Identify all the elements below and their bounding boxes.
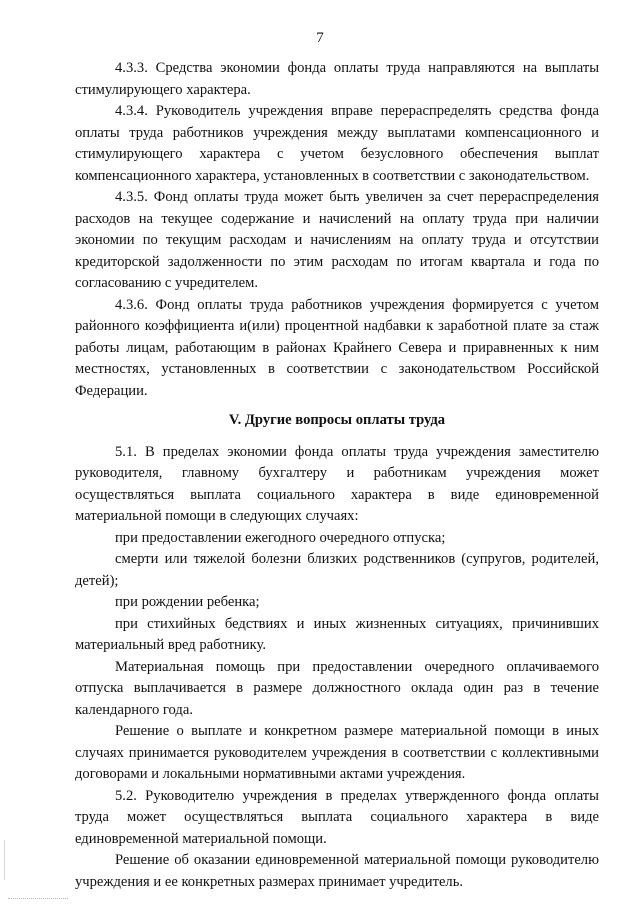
page-number: 7 [316,30,324,46]
scan-edge-mark [4,840,5,880]
paragraph-final: Решение об оказании единовременной материальной помощи руководителю учреждения и ее конкретных размерах принимает учредитель. [75,852,599,890]
case-vacation: при предоставлении ежегодного очередного отпуска; [115,529,446,546]
paragraph-decision-other: Решение о выплате и конкретном размере материальной помощи в иных случаях принимается руководителем учреждения в соответствии с коллективными договорами и локальными нормативными актами учреждения. [75,723,599,782]
paragraph-4-3-4: 4.3.4. Руководитель учреждения вправе перераспределять средства фонда оплаты труда работников учреждения между выплатами компенсационного и стимулирующего характера с учетом безусловного обеспечения выплат компенсационного характера, установленных в соответствии с законодательством. [75,103,599,184]
paragraph-4-3-6: 4.3.6. Фонд оплаты труда работников учреждения формируется с учетом районного коэффициента и(или) процентной надбавки к заработной плате за стаж работы лицам, работающим в районах Крайнего Севера и приравненных к ним местностях, установленных в соответствии с законодательством Российской Федерации. [75,296,599,399]
paragraph-4-3-5: 4.3.5. Фонд оплаты труда может быть увеличен за счет перераспределения расходов на текущее содержание и начислений на оплату труда при наличии экономии по текущим расходам и начислениям на оплату труда и отсутствии кредиторской задолженности по этим расходам по итогам квартала и года по согласованию с учредителем. [75,189,599,291]
paragraph-4-3-3: 4.3.3. Средства экономии фонда оплаты труда направляются на выплаты стимулирующего характера. [75,60,599,98]
paragraph-5-1: 5.1. В пределах экономии фонда оплаты труда учреждения заместителю руководителя, главному бухгалтеру и работникам учреждения может осуществляться выплата социального характера в виде единовременной материальной помощи в следующих случаях: [75,443,599,524]
section-5-heading: V. Другие вопросы оплаты труда [228,412,446,428]
case-disaster: при стихийных бедствиях и иных жизненных ситуациях, причинивших материальный вред работнику. [75,615,599,653]
paragraph-material-help: Материальная помощь при предоставлении очередного оплачиваемого отпуска выплачивается в размере должностного оклада один раз в течение календарного года. [75,658,599,718]
case-birth: при рождении ребенка; [115,594,260,610]
footer-scan-mark [8,898,68,901]
paragraph-5-2: 5.2. Руководителю учреждения в пределах утвержденного фонда оплаты труда может осуществляться выплата социального характера в виде единовременной материальной помощи. [75,787,599,847]
document-body [75,58,599,893]
case-death-illness: смерти или тяжелой болезни близких родственников (супругов, родителей, детей); [75,551,599,589]
